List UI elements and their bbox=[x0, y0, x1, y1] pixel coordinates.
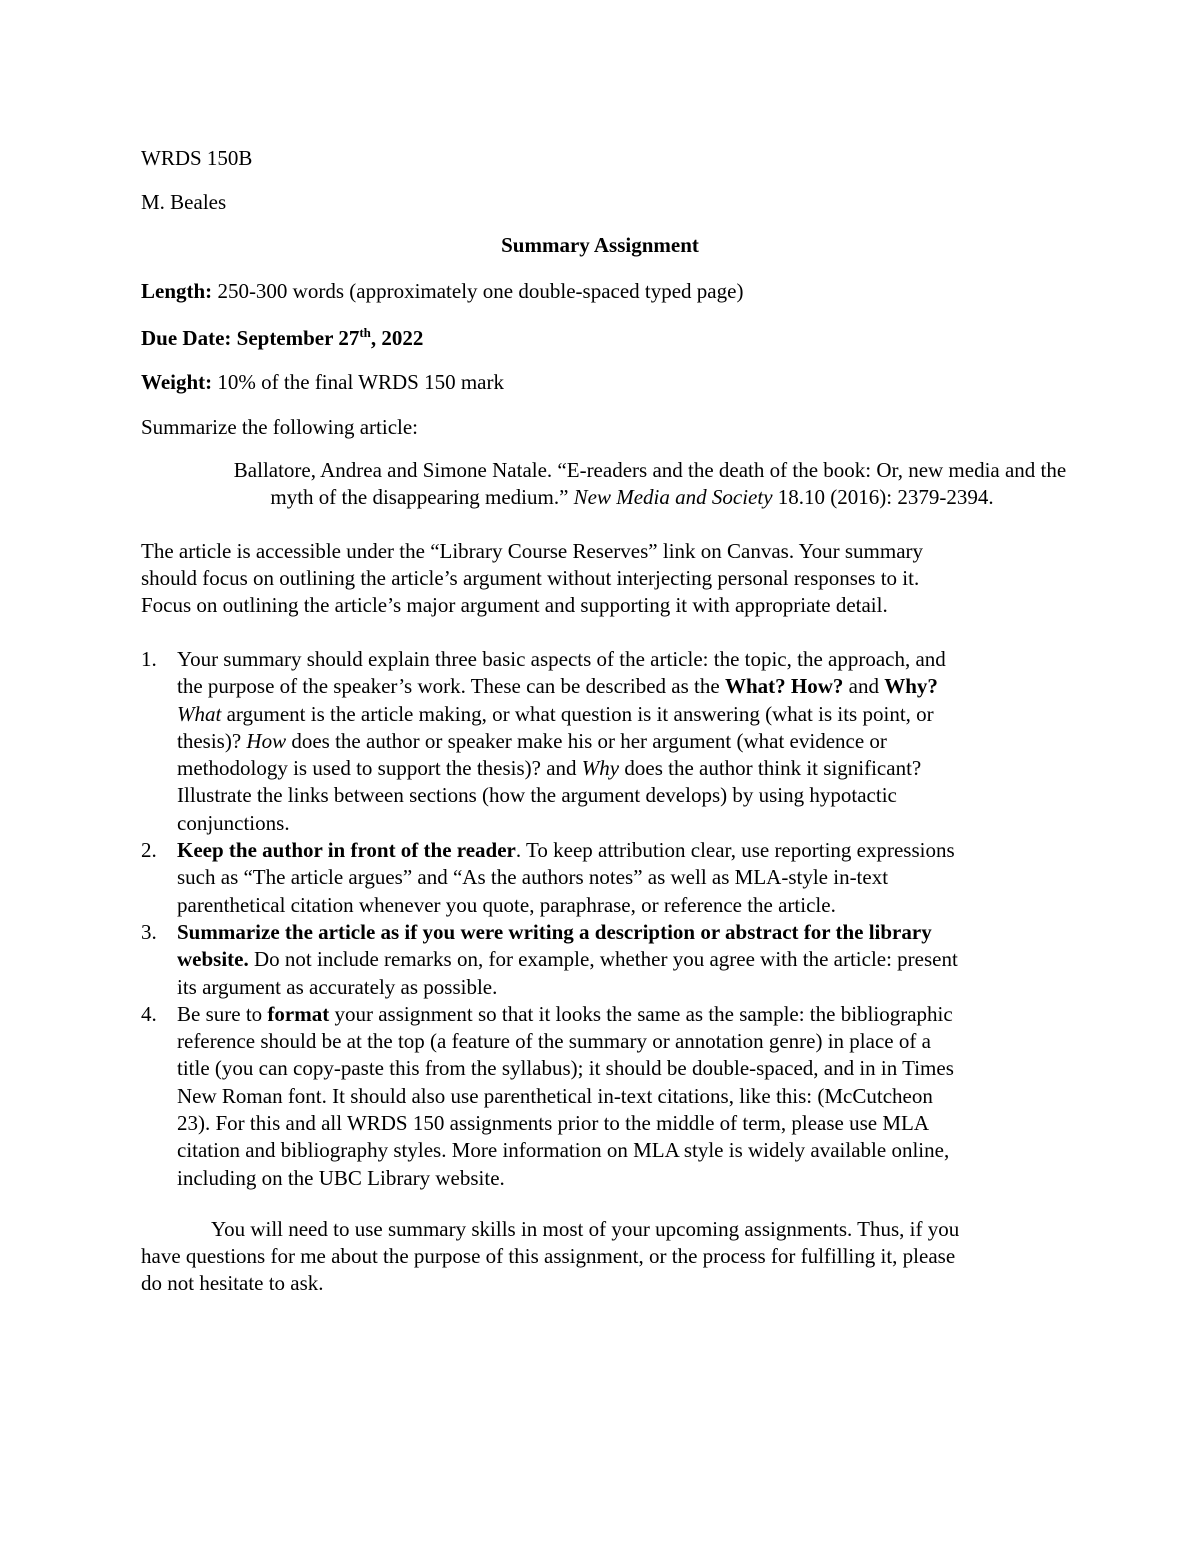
length-line: Length: 250-300 words (approximately one double-spaced typed page) bbox=[141, 279, 744, 303]
list-item: 2. Keep the author in front of the reader. To keep attribution clear, use reporting expressions such as “The article argues” and “As the authors notes” as well as MLA-style in-text parenthetical citation whenever you quote, paraphrase, or reference the article. bbox=[141, 838, 955, 917]
due-date-line: Due Date: September 27th, 2022 bbox=[141, 325, 424, 350]
document-title: Summary Assignment bbox=[501, 233, 699, 257]
list-number: 4. bbox=[141, 1001, 157, 1026]
weight-line: Weight: 10% of the final WRDS 150 mark bbox=[141, 370, 504, 394]
access-paragraph-line: should focus on outlining the article’s argument without interjecting personal responses to it. bbox=[141, 566, 920, 590]
citation-line-2: myth of the disappearing medium.” New Media and Society 18.10 (2016): 2379-2394. bbox=[270, 485, 994, 509]
list-item: 4. Be sure to format your assignment so that it looks the same as the sample: the bibliographic reference should be at the top (a feature of the summary or annotation genre) in place of a title (you can copy-paste this from the syllabus); it should be double-spaced, and in in Times New Roman font. It should also use parenthetical in-text citations, like this: (McCutcheon 23). For this and all WRDS 150 assignments prior to the middle of term, please use MLA citation and bibliography styles. More information on MLA style is widely available online, including on the UBC Library website. bbox=[141, 1001, 954, 1190]
list-item: 1. Your summary should explain three basic aspects of the article: the topic, the approach, and the purpose of the speaker’s work. These can be described as the What? How? and Why? What argument is the article making, or what question is it answering (what is its point, or thesis)? How does the author or speaker make his or her argument (what evidence or methodology is used to support the thesis)? and Why does the author think it significant? Illustrate the links between sections (how the argument develops) by using hypotactic conjunctions. bbox=[141, 647, 946, 835]
closing-paragraph: You will need to use summary skills in most of your upcoming assignments. Thus, if you have questions for me about the purpose of this assignment, or the process for fulfilling it, please do not hesitate to ask. bbox=[141, 1217, 960, 1295]
list-item: 3. Summarize the article as if you were writing a description or abstract for the library website. Do not include remarks on, for example, whether you agree with the article: present its argument as accurately as possible. bbox=[141, 919, 958, 999]
instruction-line: Summarize the following article: bbox=[141, 415, 418, 439]
course-code: WRDS 150B bbox=[141, 146, 253, 170]
access-paragraph-line: The article is accessible under the “Library Course Reserves” link on Canvas. Your summary bbox=[141, 539, 924, 563]
requirements-list bbox=[141, 646, 1081, 1192]
list-number: 2. bbox=[141, 838, 157, 863]
citation-line-1: Ballatore, Andrea and Simone Natale. “E-readers and the death of the book: Or, new media and the bbox=[233, 458, 1067, 482]
list-number: 3. bbox=[141, 919, 157, 944]
instructor-name: M. Beales bbox=[141, 190, 227, 214]
list-number: 1. bbox=[141, 647, 157, 671]
access-paragraph-line: Focus on outlining the article’s major argument and supporting it with appropriate detail. bbox=[141, 593, 888, 617]
